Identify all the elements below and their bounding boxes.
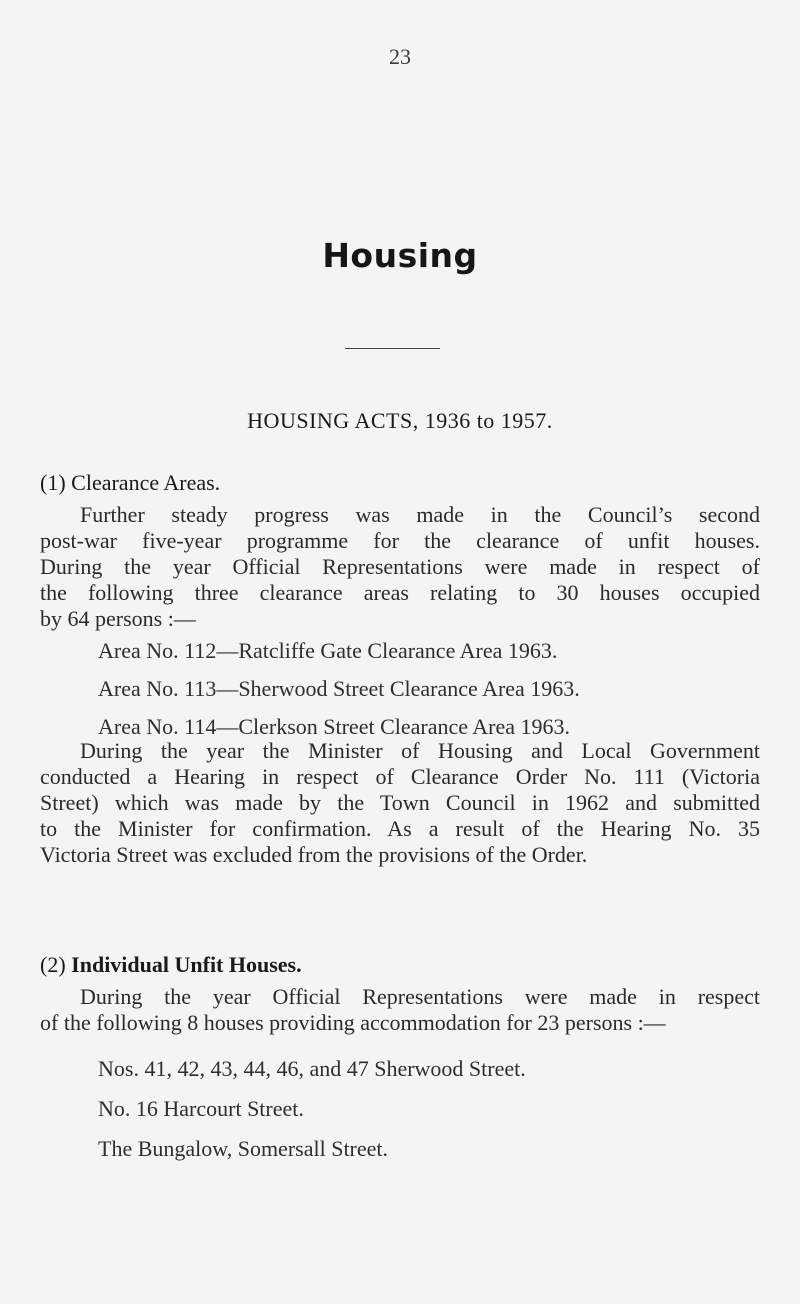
list-item: No. 16 Harcourt Street. [98, 1096, 304, 1121]
paragraph-line: Victoria Street was excluded from the provisions of the Order. [40, 842, 588, 867]
list-item: Nos. 41, 42, 43, 44, 46, and 47 Sherwood Street. [98, 1056, 526, 1081]
hearing-paragraph [40, 738, 760, 868]
list-item: The Bungalow, Somersall Street. [98, 1136, 389, 1161]
section-number: (1) [40, 470, 66, 495]
paragraph-line: During the year Official Representations were made in respect of [40, 554, 760, 579]
section-unfit-heading [40, 952, 302, 978]
paragraph-line: During the year the Minister of Housing and Local Government [80, 738, 760, 763]
paragraph-line: to the Minister for confirmation. As a result of the Hearing No. 35 [40, 816, 760, 841]
paragraph-line: Street) which was made by the Town Council in 1962 and submitted [40, 790, 760, 815]
paragraph-line: conducted a Hearing in respect of Clearance Order No. 111 (Victoria [40, 764, 760, 789]
list-item: Area No. 112—Ratcliffe Gate Clearance Area 1963. [98, 638, 558, 663]
paragraph-line: the following three clearance areas relating to 30 houses occupied [40, 580, 760, 605]
clearance-intro-paragraph [40, 502, 760, 632]
page-title: Housing [322, 236, 478, 275]
unfit-intro-paragraph [40, 984, 760, 1036]
paragraph-line: During the year Official Representations were made in respect [80, 984, 760, 1009]
list-item: Area No. 114—Clerkson Street Clearance Area 1963. [98, 714, 571, 739]
list-item: Area No. 113—Sherwood Street Clearance Area 1963. [98, 676, 580, 701]
paragraph-line: by 64 persons :— [40, 606, 196, 631]
paragraph-line: of the following 8 houses providing accommodation for 23 persons :— [40, 1010, 666, 1035]
section-clearance-heading [40, 470, 220, 496]
page-number: 23 [389, 44, 411, 69]
section-title: Clearance Areas. [71, 470, 221, 495]
paragraph-line: post-war five-year programme for the clearance of unfit houses. [40, 528, 760, 553]
paragraph-line: Further steady progress was made in the Council’s second [80, 502, 760, 527]
section-number: (2) [40, 952, 66, 977]
divider [345, 348, 440, 349]
section-title: Individual Unfit Houses. [71, 952, 302, 977]
acts-title: HOUSING ACTS, 1936 to 1957. [247, 408, 553, 433]
